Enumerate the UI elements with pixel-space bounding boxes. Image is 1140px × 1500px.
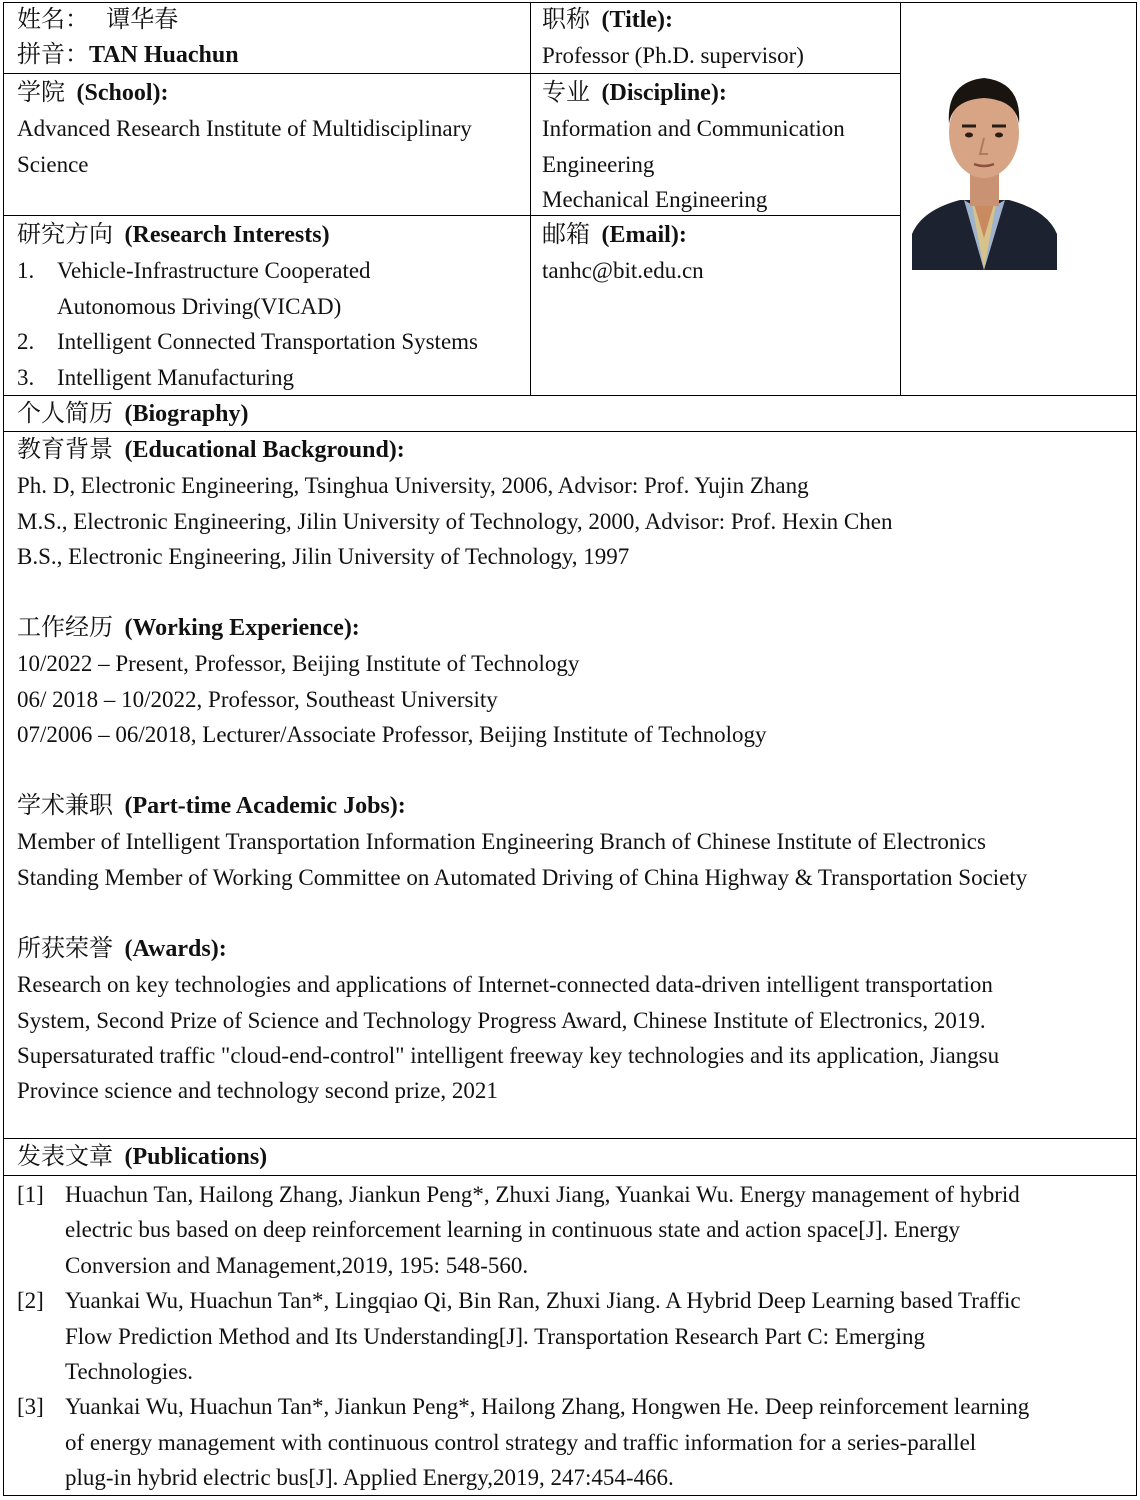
discipline-label-cn: 专业 xyxy=(542,78,590,106)
name-row xyxy=(17,2,239,37)
portrait-photo xyxy=(912,38,1057,270)
publication-item xyxy=(17,1283,1029,1389)
work-label-en: (Working Experience): xyxy=(124,615,360,642)
discipline-line: Engineering xyxy=(542,151,655,177)
awards-line: Research on key technologies and applications of Internet-connected data-driven intelligent transportation xyxy=(17,972,993,998)
research-item xyxy=(17,253,478,288)
education-label-en: (Educational Background): xyxy=(124,437,405,463)
parttime-label-cn: 学术兼职 xyxy=(17,791,113,820)
publication-item xyxy=(17,1177,1029,1283)
title-label-en: (Title): xyxy=(601,7,674,33)
portrait-icon xyxy=(912,38,1057,270)
parttime-label-en: (Part-time Academic Jobs): xyxy=(124,793,406,820)
awards-label-en: (Awards): xyxy=(124,935,227,962)
education-line: Ph. D, Electronic Engineering, Tsinghua University, 2006, Advisor: Prof. Yujin Zhang xyxy=(17,473,809,499)
publication-line: electric bus based on deep reinforcement learning in continuous state and action space[J]. Energy xyxy=(65,1217,960,1243)
name-cell xyxy=(17,2,239,74)
publication-line: Yuankai Wu, Huachun Tan*, Lingqiao Qi, Bin Ran, Zhuxi Jiang. A Hybrid Deep Learning based Traffic xyxy=(65,1288,1021,1314)
research-heading xyxy=(17,217,478,253)
publications-label-cn: 发表文章 xyxy=(17,1142,113,1170)
email-value[interactable]: tanhc@bit.edu.cn xyxy=(542,258,704,284)
spacer xyxy=(17,753,1027,788)
parttime-line: Standing Member of Working Committee on Automated Driving of China Highway & Transportation Society xyxy=(17,864,1028,890)
publication-line: Huachun Tan, Hailong Zhang, Jiankun Peng*, Zhuxi Jiang, Yuankai Wu. Energy management of hybrid xyxy=(65,1182,1020,1207)
publication-number: [3] xyxy=(17,1394,44,1420)
school-cell xyxy=(17,75,472,182)
awards-line: Province science and technology second prize, 2021 xyxy=(17,1078,498,1104)
awards-label-cn: 所获荣誉 xyxy=(17,933,113,962)
publication-line: of energy management with continuous control strategy and traffic information for a series-parallel xyxy=(65,1429,977,1455)
publication-line: plug-in hybrid electric bus[J]. Applied Energy,2019, 247:454-466. xyxy=(65,1465,674,1491)
research-item xyxy=(17,360,478,395)
discipline-line: Mechanical Engineering xyxy=(542,187,768,213)
education-label-cn: 教育背景 xyxy=(17,435,113,463)
school-line: Advanced Research Institute of Multidisciplinary xyxy=(17,116,472,142)
education-heading xyxy=(17,432,1027,468)
publication-line: Conversion and Management,2019, 195: 548-560. xyxy=(65,1252,529,1278)
research-item-number: 1. xyxy=(17,258,35,284)
biography-label-cn: 个人简历 xyxy=(17,399,113,427)
publication-item xyxy=(17,1389,1029,1495)
research-item xyxy=(17,324,478,359)
parttime-line: Member of Intelligent Transportation Information Engineering Branch of Chinese Institute of Electronics xyxy=(17,829,986,855)
title-cell xyxy=(542,2,804,74)
rule-col2 xyxy=(900,2,901,396)
education-line: B.S., Electronic Engineering, Jilin University of Technology, 1997 xyxy=(17,544,630,570)
work-heading xyxy=(17,610,1027,646)
discipline-cell xyxy=(542,75,845,218)
awards-line: System, Second Prize of Science and Technology Progress Award, Chinese Institute of Electronics, 2019. xyxy=(17,1007,986,1033)
name-label: 姓名： xyxy=(17,5,89,33)
research-item-continuation: Autonomous Driving(VICAD) xyxy=(57,293,342,319)
discipline-line: Information and Communication xyxy=(542,116,845,142)
school-label-cn: 学院 xyxy=(17,78,65,106)
publications-list xyxy=(17,1177,1029,1496)
research-item-text: Vehicle-Infrastructure Cooperated xyxy=(57,258,371,284)
work-line: 06/ 2018 – 10/2022, Professor, Southeast University xyxy=(17,686,498,712)
biography-body xyxy=(17,432,1027,1109)
work-line: 07/2006 – 06/2018, Lecturer/Associate Professor, Beijing Institute of Technology xyxy=(17,722,767,748)
awards-line: Supersaturated traffic "cloud-end-control" intelligent freeway key technologies and its application, Jiangsu xyxy=(17,1042,1000,1068)
name-value: 谭华春 xyxy=(106,5,179,33)
discipline-label-en: (Discipline): xyxy=(601,80,727,106)
research-cell xyxy=(17,217,478,395)
spacer xyxy=(17,895,1027,930)
biography-heading xyxy=(17,396,249,432)
pinyin-row xyxy=(17,37,239,73)
parttime-heading xyxy=(17,788,1027,824)
publication-line: Technologies. xyxy=(65,1359,194,1385)
school-label-en: (School): xyxy=(76,80,169,106)
publication-number: [1] xyxy=(17,1182,44,1207)
pinyin-value: TAN Huachun xyxy=(89,42,239,69)
email-heading xyxy=(542,217,704,253)
title-value: Professor (Ph.D. supervisor) xyxy=(542,43,804,69)
pinyin-label: 拼音： xyxy=(17,40,89,69)
rule-right xyxy=(1136,2,1137,1496)
rule-left xyxy=(3,2,4,1496)
publication-number: [2] xyxy=(17,1288,44,1314)
work-label-cn: 工作经历 xyxy=(17,613,113,642)
school-line: Science xyxy=(17,151,89,177)
email-label-en: (Email): xyxy=(601,222,687,248)
research-label-cn: 研究方向 xyxy=(17,220,113,248)
education-line: M.S., Electronic Engineering, Jilin University of Technology, 2000, Advisor: Prof. Hexin Chen xyxy=(17,508,893,534)
research-item-number: 2. xyxy=(17,329,35,355)
school-heading xyxy=(17,75,472,111)
publication-line: Yuankai Wu, Huachun Tan*, Jiankun Peng*, Hailong Zhang, Hongwen He. Deep reinforcement learning xyxy=(65,1394,1030,1420)
publication-line: Flow Prediction Method and Its Understanding[J]. Transportation Research Part C: Emerging xyxy=(65,1323,926,1349)
title-heading xyxy=(542,2,804,38)
rule-col1 xyxy=(530,2,531,396)
research-item-text: Intelligent Connected Transportation Systems xyxy=(57,329,478,355)
publications-label-en: (Publications) xyxy=(124,1144,268,1170)
work-line: 10/2022 – Present, Professor, Beijing Institute of Technology xyxy=(17,651,580,677)
spacer xyxy=(17,575,1027,610)
discipline-heading xyxy=(542,75,845,111)
email-label-cn: 邮箱 xyxy=(542,220,590,248)
research-label-en: (Research Interests) xyxy=(124,222,330,248)
biography-label-en: (Biography) xyxy=(124,401,249,427)
research-item-number: 3. xyxy=(17,364,35,390)
research-item-text: Intelligent Manufacturing xyxy=(57,364,294,390)
email-cell xyxy=(542,217,704,289)
awards-heading xyxy=(17,931,1027,967)
publications-heading xyxy=(17,1139,267,1175)
title-label-cn: 职称 xyxy=(542,5,590,33)
